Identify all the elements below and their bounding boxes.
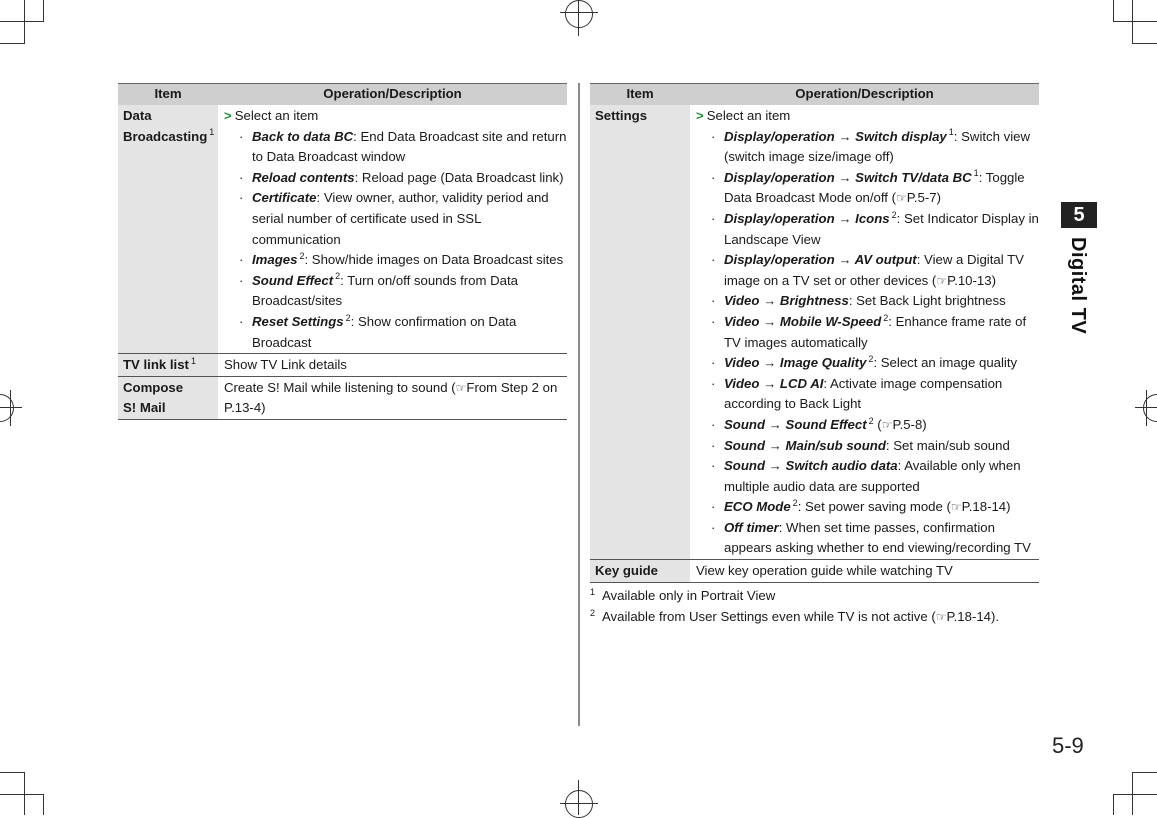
item-cell xyxy=(118,376,218,419)
arrow-icon: > xyxy=(696,108,704,123)
option-name: Sound → Switch audio data xyxy=(724,458,898,474)
option-description: : Switch view (switch image size/image off) xyxy=(724,128,1031,165)
list-item xyxy=(252,168,567,189)
intro-text: Select an item xyxy=(234,108,319,123)
crop-mark xyxy=(0,794,44,795)
option-name: Display/operation → Switch TV/data BC xyxy=(724,169,972,185)
close-paren: ) xyxy=(1006,499,1011,515)
page-reference: P.18-14 xyxy=(946,608,992,624)
header-item: Item xyxy=(590,84,690,106)
right-column xyxy=(590,83,1039,628)
footnote-ref: 2 xyxy=(868,415,874,426)
table-row-settings xyxy=(590,105,1039,560)
crop-mark xyxy=(10,390,11,426)
table-row-key-guide xyxy=(590,560,1039,583)
option-name: Reset Settings xyxy=(252,313,344,329)
list-item xyxy=(724,497,1039,518)
option-name: Video → LCD AI xyxy=(724,375,824,391)
footnote-text: ). xyxy=(991,608,1000,624)
item-cell: Key guide xyxy=(590,560,690,583)
footnote-ref: 1 xyxy=(948,127,954,138)
list-item xyxy=(724,250,1039,291)
option-name: Reload contents xyxy=(252,169,355,185)
list-item xyxy=(724,127,1039,168)
crop-mark xyxy=(1133,772,1157,773)
footnote-ref: 2 xyxy=(299,250,305,261)
page-reference: P.5-7 xyxy=(906,190,937,206)
option-description: : Set main/sub sound xyxy=(885,437,1010,453)
left-column xyxy=(118,83,567,420)
list-item xyxy=(252,250,567,271)
option-description: : Toggle Data Broadcast Mode on/off ( xyxy=(724,169,1025,206)
page-reference: From Step 2 on P.13-4 xyxy=(224,379,558,416)
table-row-compose-mail xyxy=(118,376,567,419)
footnote-ref: 2 xyxy=(883,312,889,323)
crop-mark xyxy=(578,0,579,36)
crop-mark xyxy=(1146,390,1147,426)
option-name: Video → Mobile W-Speed xyxy=(724,313,882,329)
list-item xyxy=(724,374,1039,415)
crop-mark xyxy=(0,21,44,22)
list-item xyxy=(724,353,1039,374)
option-description: : Set power saving mode ( xyxy=(797,499,951,515)
option-name: Sound → Sound Effect xyxy=(724,416,867,432)
crop-mark xyxy=(43,794,44,815)
column-divider xyxy=(578,83,580,726)
option-description: : Show/hide images on Data Broadcast sites xyxy=(304,252,564,268)
option-description: : Set Back Light brightness xyxy=(848,293,1006,309)
page-number: 5-9 xyxy=(1052,733,1084,758)
page-reference: P.5-8 xyxy=(892,416,923,432)
footnote xyxy=(590,606,1039,628)
option-name: Certificate xyxy=(252,190,317,206)
footnote-ref: 1 xyxy=(973,168,979,179)
list-item xyxy=(252,312,567,353)
list-item xyxy=(724,436,1039,457)
list-item xyxy=(724,415,1039,436)
reference-icon: ☞ xyxy=(896,191,907,206)
option-name: Display/operation → Icons xyxy=(724,210,890,226)
header-description: Operation/Description xyxy=(218,84,567,106)
reference-icon: ☞ xyxy=(455,380,467,395)
list-item xyxy=(724,456,1039,497)
option-description: : Available only when multiple audio data are supported xyxy=(724,458,1021,494)
option-description: : View owner, author, validity period and serial number of certificate used in SSL communication xyxy=(252,190,549,247)
option-name: Display/operation → AV output xyxy=(724,252,917,268)
description-text: Create S! Mail while listening to sound ( xyxy=(224,379,456,395)
option-description: : Turn on/off sounds from Data Broadcast/sites xyxy=(252,272,518,309)
description-cell: Show TV Link details xyxy=(218,354,567,377)
option-list xyxy=(224,127,567,354)
close-paren: ) xyxy=(936,190,942,206)
close-paren: ) xyxy=(991,272,996,288)
item-cell: Settings xyxy=(590,105,690,560)
crop-mark xyxy=(1113,794,1157,795)
crop-mark xyxy=(560,12,598,13)
table-header-row xyxy=(590,84,1039,106)
page-reference: P.10-13 xyxy=(947,272,992,288)
crop-mark xyxy=(0,772,24,773)
left-options-table xyxy=(118,83,567,420)
crop-mark xyxy=(24,0,25,44)
list-item xyxy=(724,518,1039,559)
registration-mark xyxy=(565,790,593,818)
footnote-ref: 2 xyxy=(891,209,897,220)
crop-mark xyxy=(1133,43,1157,44)
option-name: Sound Effect xyxy=(252,272,334,288)
list-item xyxy=(252,271,567,312)
footnote-ref: 2 xyxy=(345,312,351,323)
registration-mark xyxy=(0,394,14,422)
reference-icon: ☞ xyxy=(950,500,962,515)
reference-icon: ☞ xyxy=(936,273,948,288)
crop-mark xyxy=(1132,0,1133,44)
option-description: : Activate image compensation according to Back Light xyxy=(724,375,1003,412)
footnote-number: 2 xyxy=(590,607,596,618)
option-name: Sound → Main/sub sound xyxy=(724,437,886,453)
table-row-data-broadcasting xyxy=(118,105,567,354)
crop-mark xyxy=(43,0,44,22)
header-description: Operation/Description xyxy=(690,84,1039,106)
option-name: Images xyxy=(252,252,298,268)
item-label: TV link list xyxy=(123,357,189,373)
option-name: Back to data BC xyxy=(252,128,354,144)
option-description: : Select an image quality xyxy=(873,355,1018,371)
crop-mark xyxy=(560,803,598,804)
reference-icon: ☞ xyxy=(935,609,947,624)
option-description: : View a Digital TV image on a TV set or other devices ( xyxy=(724,252,1024,288)
option-name: Off timer xyxy=(724,519,779,535)
option-name: Display/operation → Switch display xyxy=(724,128,947,144)
option-description: : End Data Broadcast site and return to Data Broadcast window xyxy=(252,128,567,165)
option-description: ( xyxy=(873,416,882,432)
list-item xyxy=(724,168,1039,209)
footnote-text: Available only in Portrait View xyxy=(602,587,776,603)
description-cell xyxy=(218,376,567,419)
description-text: ) xyxy=(261,400,266,416)
table-header-row xyxy=(118,84,567,106)
list-item xyxy=(724,209,1039,250)
footnote xyxy=(590,585,1039,606)
footnote-ref: 1 xyxy=(190,355,196,366)
chapter-number-tab: 5 xyxy=(1061,202,1097,228)
item-cell xyxy=(118,105,218,354)
footnote-number: 1 xyxy=(590,586,596,597)
crop-mark xyxy=(1113,794,1114,815)
item-label: Compose xyxy=(123,379,184,395)
option-name: Video → Brightness xyxy=(724,293,849,309)
footnote-ref: 2 xyxy=(792,497,798,508)
item-label: Data xyxy=(123,108,152,123)
crop-mark xyxy=(0,43,24,44)
option-description: : Enhance frame rate of TV images automatically xyxy=(724,313,1027,350)
footnotes xyxy=(590,585,1039,628)
crop-mark xyxy=(1113,0,1114,22)
option-description: : Set Indicator Display in Landscape View xyxy=(724,210,1039,247)
arrow-icon: > xyxy=(224,108,232,123)
option-name: Video → Image Quality xyxy=(724,355,867,371)
header-item: Item xyxy=(118,84,218,106)
item-label: S! Mail xyxy=(123,400,166,416)
crop-mark xyxy=(1113,21,1157,22)
description-cell xyxy=(218,105,567,354)
option-name: ECO Mode xyxy=(724,499,791,515)
item-cell xyxy=(118,354,218,377)
item-label: Broadcasting xyxy=(123,128,208,144)
footnote-ref: 2 xyxy=(335,271,341,282)
reference-icon: ☞ xyxy=(881,417,893,432)
list-item xyxy=(252,188,567,250)
description-cell: View key operation guide while watching TV xyxy=(690,560,1039,583)
page-reference: P.18-14 xyxy=(961,499,1007,515)
close-paren: ) xyxy=(922,416,927,432)
footnote-ref: 2 xyxy=(868,353,874,364)
option-list xyxy=(696,127,1039,559)
option-description: : Show confirmation on Data Broadcast xyxy=(252,313,517,350)
description-cell xyxy=(690,105,1039,560)
list-item xyxy=(724,291,1039,312)
option-description: : Reload page (Data Broadcast link) xyxy=(354,169,564,185)
chapter-title: Digital TV xyxy=(1067,237,1089,335)
footnote-text: Available from User Settings even while TV is not active ( xyxy=(602,608,936,624)
crop-mark xyxy=(578,780,579,815)
list-item xyxy=(724,312,1039,353)
crop-mark xyxy=(0,407,22,408)
footnote-ref: 1 xyxy=(209,127,215,138)
option-description: : When set time passes, confirmation appears asking whether to end viewing/recording TV xyxy=(724,519,1031,556)
registration-mark xyxy=(565,0,593,28)
intro-text: Select an item xyxy=(706,108,791,123)
list-item xyxy=(252,127,567,168)
table-row-tv-link-list xyxy=(118,354,567,377)
right-options-table xyxy=(590,83,1039,583)
